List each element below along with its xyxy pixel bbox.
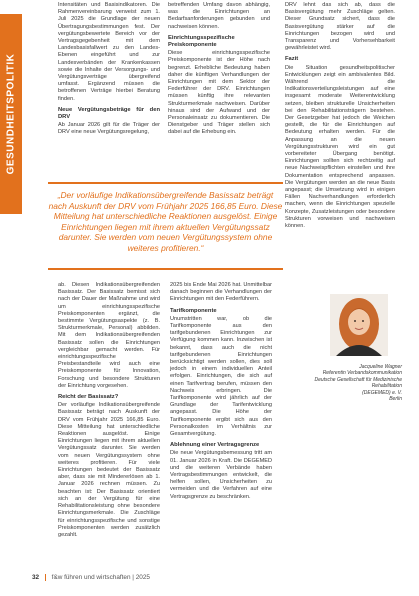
article-column-2 [168,2,270,140]
paragraph: Die Situation gesundheitspolitischer Entwicklungen zeigt ein ambivalentes Bild. Während die Indikationsverteilungsleistungen auf eine insgesamt moderate Weiterentwicklung setzen, bleiben strukturelle Unsicherheiten bei den Rehabilitationsträgern bestehen. Der Gesetzgeber hat jedoch die Weichen gestellt, die für die Einrichtungen auf Bedeutung erhalten werden. Für die Anpassung an die neuen Vergütungsstrukturen wird ein gut vorbereiteter Übergang benötigt. Einrichtungen sollten sich rechtzeitig auf neue Nachweispflichten einstellen und ihre Dokumentation entsprechend anpassen. Die Vergütungen werden an die neue Basis angepasst; die Umsetzung wird in einigen Fällen Nachverhandlungen erforderlich machen, wenn die Einrichtungen spezielle Konzepte, Zusatzleistungen oder besondere Strukturen vorweisen und nachweisen können. [285,64,395,230]
subheading: Neue Vergütungsbeträge für den DRV [58,106,160,121]
quote-text: „Der vorläufige Indikationsübergreifende Basissatz beträgt nach Auskunft der DRV vom Frühjahr 2025 166,85 Euro. Diese Mitteilung hat unterschiedliche Reaktionen ausgelöst. Einige Einrichtungen liegen mit ihrem aktuellen Vergütungssatz darunter. Sie werden vom neuen Vergütungssystem ohne weiteres profitieren.“ [48,190,283,253]
article-column-1 [58,2,160,140]
author-name: Jacqueline Wagner [359,364,402,370]
subheading: Fazit [285,56,299,63]
author-role: Referentin Verbandskommunikation [322,370,402,377]
paragraph: Unumstritten war, ob die Tarifkomponente aus den tarifgebundenen Einrichtungen zur Verfügung kommen kann. Inzwischen ist bekannt, dass auch die nicht tarifgebundenen Einrichtungen berücksichtigt werden sollen, dies soll jedoch in einem individuellen Anteil erfolgen. Einrichtungen, die sich auf einen Tarifvertrag berufen, müssen den Nachweis erbringen. Die Tarifkomponente wird jährlich auf der Grundlage der Tarifentwicklung angepasst. Die Höhe der Tarifkomponente ergibt sich aus den Personalkosten im Verhältnis zur Gesamtvergütung. [170,315,272,438]
paragraph: Die neue Vergütungsbemessung tritt am 01. Januar 2026 in Kraft. Die DEGEMED und die weiteren Verbände haben Vertragsbestimmungen entwickelt, die helfen sollen, Unsicherheiten zu vermeiden und die Verfahren auf eine Vertragsgrenze zu beschränken. [170,450,272,500]
subheading: Einrichtungsspezifische Preiskomponente [168,34,235,49]
paragraph: Der vorläufige Indikationsübergreifende Basissatz beträgt nach Auskunft der DRV vom Frühjahr 2025 166,85 Euro. Diese Mitteilung hat unterschiedliche Reaktionen ausgelöst. Einige Einrichtungen liegen mit ihrem aktuellen Vergütungssatz darunter. Sie werden vom neuen Vergütungssystem ohne weiteres profitieren. Für viele Einrichtungen bedeutet der Basissatz aber, dass sie mit Mindererlösen ab 1. Januar 2026 rechnen müssen. Zu beachten ist: Der Basissatz orientiert sich an der Vergütung für eine Rehabilitationsleistung ohne besondere Einrichtungsmerkmale. Die Zuschläge für einrichtungsspezifische und sonstige Preiskomponenten werden zusätzlich gezahlt. [58,402,160,538]
author-caption [290,364,402,402]
subheading: Ablehnung einer Vertragsgrenze [170,442,260,449]
article-column-4 [58,282,160,542]
section-label: GESUNDHEITSPOLITIK [5,53,17,175]
pull-quote [48,182,283,270]
author-organization-extra: (DEGEMED) e. V. [362,389,402,396]
author-portrait-image [330,294,388,356]
paragraph: Ab Januar 2026 gilt für die Träger der DRV eine neue Vergütungsregelung, [58,122,160,136]
footer-divider [45,574,46,581]
author-organization: Deutsche Gesellschaft für Medizinische Rehabilitation [314,376,402,390]
paragraph: Intensitäten und Basisindikatoren. Die Rahmenvereinbarung verweist zum 1. Juli 2025 die Grundlage der neuen Übertragungsbestimmungen fest. Der vergütungsbewertete Bereich vor der Vertragsgegebenheit mit dem Landesbasisfallwert zu den Landes-Ebenen eingeführt und zur Landesverbänden der Krankenkassen sowie die Inhalte der Versorgungs- und Vergütungsverträge übergreifend umfasst. Ergänzend müssen die betroffenen Verträge hierbei Beratung finden. [58,2,160,102]
publication-name: f&w führen und wirtschaften | 2025 [51,574,150,582]
section-tab [0,14,22,214]
paragraph: 2025 bis Ende Mai 2026 hat. Unmittelbar danach beginnen die Verhandlungen der Einrichtungen mit den Federführern. [170,282,272,303]
paragraph: ab. Diesen Indikationsübergreifenden Basissatz. Der Basissatz bemisst sich nach der Dauer der Maßnahme und wird um einrichtungsspezifische Preiskomponenten ergänzt, die bestimmte Vergütungsaspekte (z. B. Strukturmerkmale, Personal) abbilden. Mit dem Indikationsübergreifenden Basissatz sollen die Einrichtungen vergleichbar gemacht werden. Für einrichtungsspezifische Preisbestandteile wird auch eine Preiskomponente für Innovation, Forschung und besondere Strukturen der Einrichtung vorgesehen. [58,282,160,389]
author-photo [330,294,388,356]
subheading: Reicht der Basissatz? [58,394,119,401]
paragraph: betreffenden Umfang davon abhängig, was die Einrichtungen an Bedarfsanforderungen gebunden und nachweisen können. [168,2,270,30]
quote-rule-top [48,182,283,184]
quote-rule-bottom [48,268,283,270]
article-column-5 [170,282,272,504]
paragraph: DRV lehnt das sich ab, dass die Basisvergütung mehr Zuschläge gelten. Dieser Grundsatz sichert, dass die Basisvergütung stärker auf die Einrichtungen bezogen wird und Transparenz und Vorhersehbarkeit gewährleistet wird. [285,2,395,52]
author-city: Berlin [389,396,402,403]
paragraph: Diese einrichtungsspezifische Preiskomponente ist der Höhe nach begrenzt. Erhebliche Bedeutung haben daher die künftigen Verhandlungen der Einrichtungen mit dem Sektor der Federführer der DRV. Einrichtungen müssen künftig ihre relevanten Strukturmerkmale nachweisen. Darüber hinaus sind der Aufwand und der Personaleinsatz zu dokumentieren. Die Dienstgeber und Träger stellen sich dabei auf die Erhebung ein. [168,50,270,136]
page-footer [32,574,150,581]
article-column-3 [285,2,395,233]
subheading: Tarifkomponente [170,307,217,314]
page-number: 32 [32,574,40,582]
